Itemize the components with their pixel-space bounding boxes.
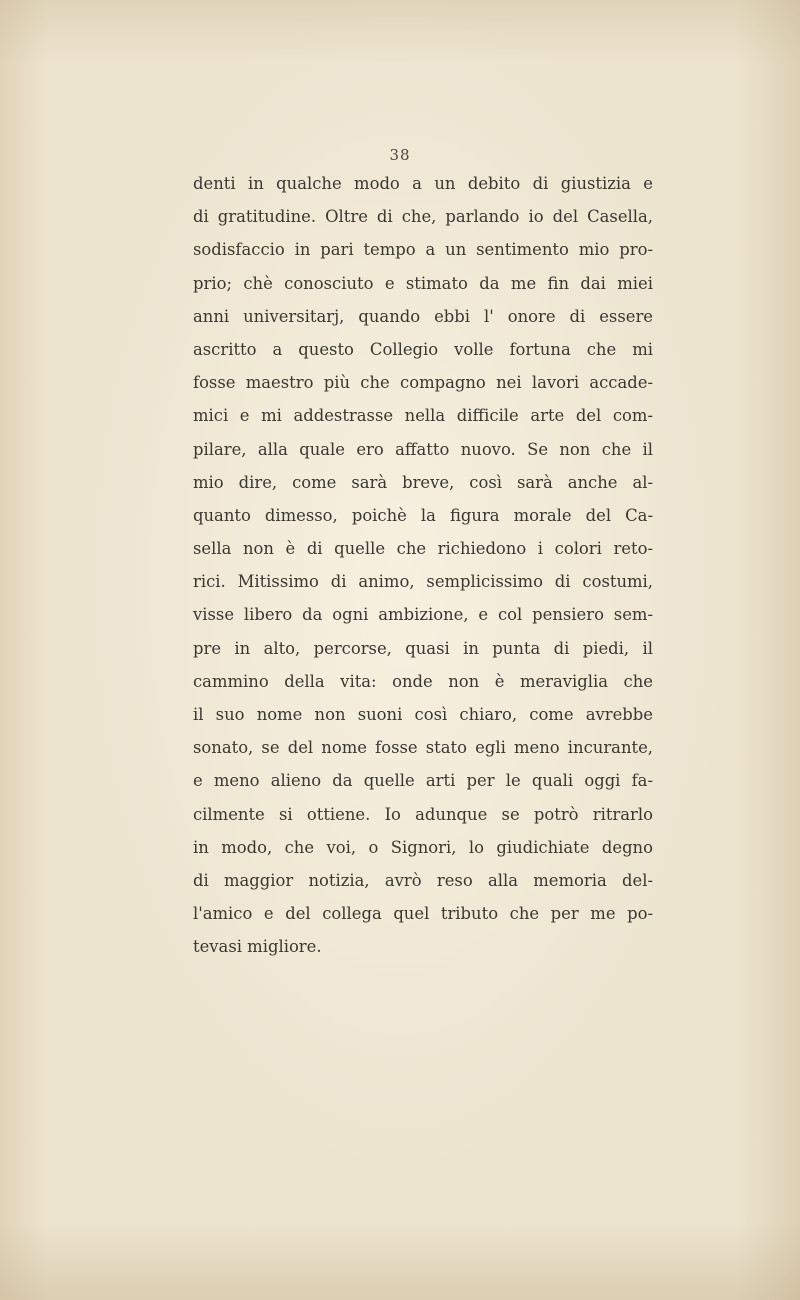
text-line: in modo, che voi, o Signori, lo giudichiate degno	[193, 837, 653, 857]
text-line: l'amico e del collega quel tributo che per me po-	[193, 904, 653, 924]
text-line: visse libero da ogni ambizione, e col pensiero sem-	[193, 605, 653, 625]
text-line: fosse maestro più che compagno nei lavori accade-	[193, 373, 653, 393]
text-line: cilmente si ottiene. Io adunque se potrò ritrarlo	[193, 804, 653, 824]
text-line: pilare, alla quale ero affatto nuovo. Se non che il	[193, 439, 653, 459]
text-line: sonato, se del nome fosse stato egli meno incurante,	[193, 738, 653, 758]
text-line: anni universitarj, quando ebbi l' onore di essere	[193, 306, 653, 326]
text-line: ascritto a questo Collegio volle fortuna che mi	[193, 339, 653, 359]
text-line: quanto dimesso, poichè la figura morale del Ca-	[193, 505, 653, 525]
body-text	[193, 167, 653, 964]
text-line: mio dire, come sarà breve, così sarà anche al-	[193, 472, 653, 492]
text-line: mici e mi addestrasse nella difficile arte del com-	[193, 406, 653, 426]
text-line: di gratitudine. Oltre di che, parlando io del Casella,	[193, 207, 653, 227]
text-line: di maggior notizia, avrò reso alla memoria del-	[193, 870, 653, 890]
text-line: rici. Mitissimo di animo, semplicissimo di costumi,	[193, 572, 653, 592]
text-line: cammino della vita: onde non è meraviglia che	[193, 671, 653, 691]
text-line: sella non è di quelle che richiedono i colori reto-	[193, 539, 653, 559]
text-line: pre in alto, percorse, quasi in punta di piedi, il	[193, 638, 653, 658]
text-line: il suo nome non suoni così chiaro, come avrebbe	[193, 705, 653, 724]
text-line: denti in qualche modo a un debito di giustizia e	[193, 174, 653, 193]
page-number: 38	[389, 146, 411, 164]
text-line: e meno alieno da quelle arti per le quali oggi fa-	[193, 771, 653, 791]
text-line: tevasi migliore.	[193, 937, 322, 957]
text-line: prio; chè conosciuto e stimato da me fin dai miei	[193, 273, 653, 293]
text-line: sodisfaccio in pari tempo a un sentimento mio pro-	[193, 240, 653, 260]
